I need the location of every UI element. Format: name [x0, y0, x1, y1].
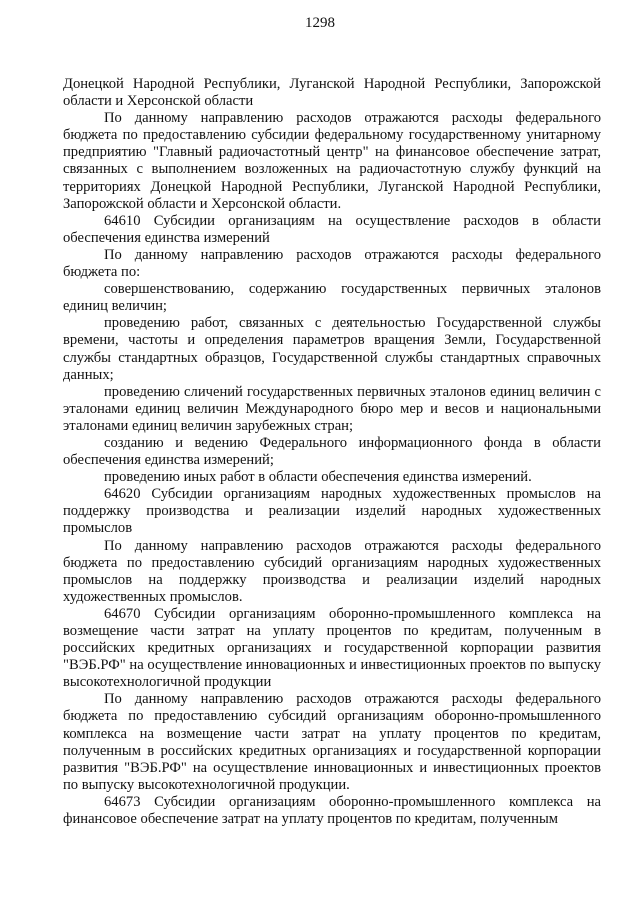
list-item-other-works: проведению иных работ в области обеспечения единства измерений.: [104, 469, 532, 486]
paragraph-64670-description: По данному направлению расходов отражаются расходы федерального бюджета по предоставлению субсидий организациям оборонно-промышленного комплекса на возмещение части затрат на уплату процентов по кредитам, полученным в российских кредитных организациях и государственной корпорации развития "ВЭБ.РФ" на осуществление инновационных и инвестиционных проектов по выпуску высокотехнологичной продукции.: [63, 691, 601, 793]
paragraph-continuation: Донецкой Народной Республики, Луганской Народной Республики, Запорожской области и Херсонской области: [63, 76, 601, 110]
heading-64610: 64610 Субсидии организациям на осуществление расходов в области обеспечения единства измерений: [63, 212, 601, 246]
list-item-etalons: совершенствованию, содержанию государственных первичных эталонов единиц величин;: [63, 281, 601, 315]
list-item-info-fund: созданию и ведению Федерального информационного фонда в области обеспечения единства измерений;: [63, 434, 601, 469]
page-number: 1298: [305, 15, 335, 31]
paragraph-64610-intro: По данному направлению расходов отражаются расходы федерального бюджета по:: [63, 246, 601, 281]
heading-64673: 64673 Субсидии организациям оборонно-промышленного комплекса на финансовое обеспечение затрат на уплату процентов по кредитам, полученным: [63, 793, 601, 828]
paragraph-64620-description: По данному направлению расходов отражаются расходы федерального бюджета по предоставлению субсидий организациям народных художественных промыслов на поддержку производства и реализации изделий народных художественных промыслов.: [63, 537, 601, 605]
document-body: [63, 76, 601, 828]
list-item-time-service: проведению работ, связанных с деятельностью Государственной службы времени, частоты и определения параметров вращения Земли, Государственной службы стандартных образцов, Государственной службы стандартных справочных данных;: [63, 315, 601, 383]
list-item-comparisons: проведению сличений государственных первичных эталонов единиц величин с эталонами единиц величин Международного бюро мер и весов и национальными эталонами единиц величин зарубежных стран;: [63, 383, 601, 434]
heading-64670: 64670 Субсидии организациям оборонно-промышленного комплекса на возмещение части затрат на уплату процентов по кредитам, полученным в российских кредитных организациях и государственной корпорации развития "ВЭБ.РФ" на осуществление инновационных и инвестиционных проектов по выпуску высокотехнологичной продукции: [63, 605, 601, 691]
paragraph-radiofrequency-subsidy: По данному направлению расходов отражаются расходы федерального бюджета по предоставлению субсидии федеральному государственному унитарному предприятию "Главный радиочастотный центр" на финансовое обеспечение затрат, связанных с выполнением возложенных на радиочастотную службу функций на территориях Донецкой Народной Республики, Луганской Народной Республики, Запорожской области и Херсонской области.: [63, 110, 601, 212]
heading-64620: 64620 Субсидии организациям народных художественных промыслов на поддержку производства и реализации изделий народных художественных промыслов: [63, 486, 601, 537]
